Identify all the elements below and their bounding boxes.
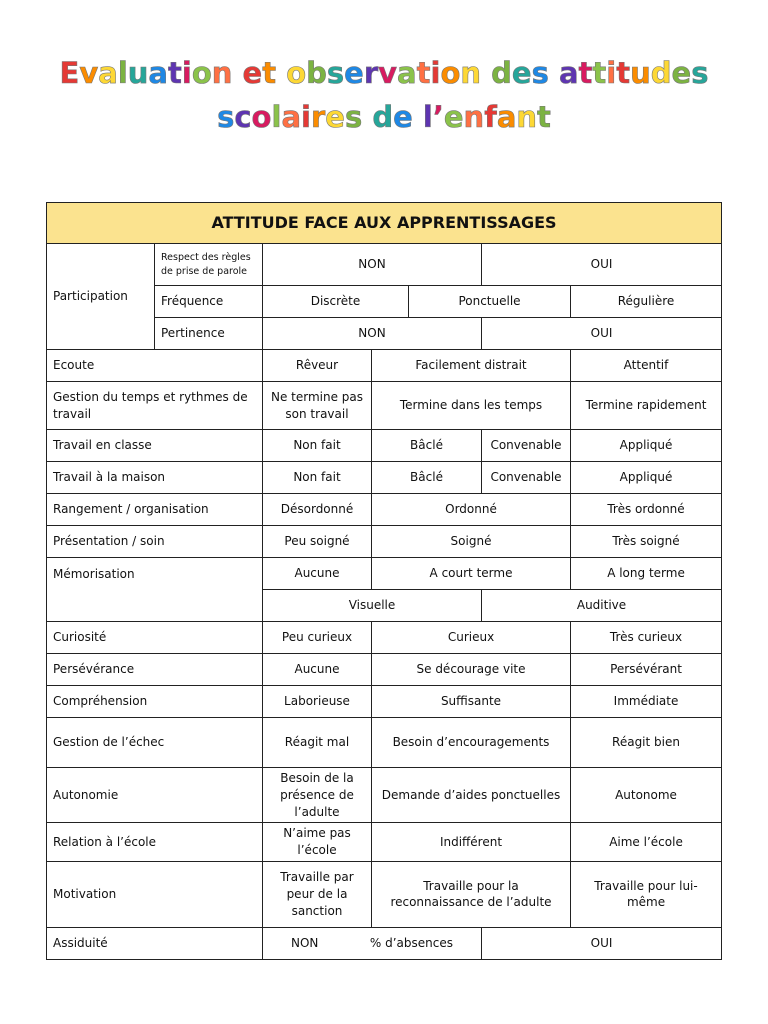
row-label-travail-classe: Travail en classe [47,430,263,462]
cell-memorisation-3[interactable]: A long terme [571,558,722,590]
title-letter: e [242,56,263,90]
cell-rangement-2[interactable]: Ordonné [372,494,571,526]
title-letter: l [422,100,433,134]
page-title-line-2 [0,100,768,134]
cell-comprehension-1[interactable]: Laborieuse [263,686,372,718]
title-letter: n [211,56,233,90]
assiduite-absences: % d’absences [369,936,453,951]
title-letter: i [430,56,441,90]
cell-curiosite-3[interactable]: Très curieux [571,622,722,654]
cell-presentation-1[interactable]: Peu soigné [263,526,372,558]
row-label-perseverance: Persévérance [47,654,263,686]
title-letter: n [463,100,485,134]
title-letter: a [397,56,417,90]
row-label-rangement: Rangement / organisation [47,494,263,526]
title-letter: c [234,100,252,134]
title-letter: t [537,100,551,134]
title-letter: r [310,100,326,134]
title-letter: a [496,100,517,134]
row-label-assiduite: Assiduité [47,927,263,959]
cell-relation-ecole-1[interactable]: N’aime pas l’école [263,823,372,862]
row-label-comprehension: Compréhension [47,686,263,718]
row-label-gestion-echec: Gestion de l’échec [47,718,263,768]
cell-relation-ecole-3[interactable]: Aime l’école [571,823,722,862]
cell-ecoute-3[interactable]: Attentif [571,350,722,382]
page-title-line-1 [0,56,768,90]
title-letter [481,56,491,90]
assiduite-non: NON [291,936,319,951]
cell-comprehension-3[interactable]: Immédiate [571,686,722,718]
cell-presentation-3[interactable]: Très soigné [571,526,722,558]
title-letter: a [148,56,168,90]
cell-travail-classe-1[interactable]: Non fait [263,430,372,462]
cell-curiosite-1[interactable]: Peu curieux [263,622,372,654]
sublabel-frequence: Fréquence [155,286,263,318]
cell-gestion-temps-3[interactable]: Termine rapidement [571,382,722,430]
row-label-autonomie: Autonomie [47,768,263,823]
cell-frequence-discrete[interactable]: Discrète [263,286,409,318]
cell-memorisation-1[interactable]: Aucune [263,558,372,590]
title-letter: a [281,100,302,134]
title-letter: o [440,56,461,90]
cell-travail-maison-4[interactable]: Appliqué [571,462,722,494]
cell-perseverance-3[interactable]: Persévérant [571,654,722,686]
cell-memorisation-2[interactable]: A court terme [372,558,571,590]
cell-gestion-echec-1[interactable]: Réagit mal [263,718,372,768]
title-letter: t [262,56,277,90]
cell-travail-maison-2[interactable]: Bâclé [372,462,482,494]
title-letter [276,56,286,90]
cell-pertinence-oui[interactable]: OUI [482,318,722,350]
cell-autonomie-1[interactable]: Besoin de la présence de l’adulte [263,768,372,823]
row-label-curiosite: Curiosité [47,622,263,654]
cell-presentation-2[interactable]: Soigné [372,526,571,558]
cell-ecoute-2[interactable]: Facilement distrait [372,350,571,382]
cell-gestion-echec-2[interactable]: Besoin d’encouragements [372,718,571,768]
title-letter: o [251,100,272,134]
title-letter: r [363,56,379,90]
cell-motivation-3[interactable]: Travaille pour lui-même [571,861,722,927]
title-letter: f [484,100,497,134]
title-letter: i [301,100,311,134]
cell-memorisation-auditive[interactable]: Auditive [482,590,722,622]
title-letter: ’ [432,100,444,134]
title-letter: l [117,56,128,90]
title-letter [549,56,559,90]
sublabel-pertinence: Pertinence [155,318,263,350]
cell-curiosite-2[interactable]: Curieux [372,622,571,654]
title-letter: o [286,56,307,90]
title-letter: e [511,56,532,90]
cell-travail-classe-3[interactable]: Convenable [482,430,571,462]
row-label-participation: Participation [47,244,155,350]
cell-respect-oui[interactable]: OUI [482,244,722,286]
cell-pertinence-non[interactable]: NON [263,318,482,350]
cell-memorisation-visuelle[interactable]: Visuelle [263,590,482,622]
title-letter: e [393,100,413,134]
cell-respect-non[interactable]: NON [263,244,482,286]
title-letter: i [606,56,617,90]
row-label-travail-maison: Travail à la maison [47,462,263,494]
row-label-ecoute: Ecoute [47,350,263,382]
cell-comprehension-2[interactable]: Suffisante [372,686,571,718]
title-letter: b [306,56,327,90]
title-letter: E [59,56,80,90]
cell-ecoute-1[interactable]: Rêveur [263,350,372,382]
cell-motivation-2[interactable]: Travaille pour la reconnaissance de l’adulte [372,861,571,927]
title-letter: d [650,56,672,90]
title-letter: n [460,56,482,90]
title-letter: a [98,56,118,90]
title-letter: e [325,100,345,134]
cell-autonomie-3[interactable]: Autonome [571,768,722,823]
title-letter: t [578,56,593,90]
cell-perseverance-1[interactable]: Aucune [263,654,372,686]
row-label-presentation: Présentation / soin [47,526,263,558]
title-letter: t [592,56,607,90]
title-letter: s [217,100,235,134]
cell-autonomie-2[interactable]: Demande d’aides ponctuelles [372,768,571,823]
title-letter [362,100,372,134]
title-letter: o [191,56,212,90]
title-letter: t [616,56,631,90]
row-label-motivation: Motivation [47,861,263,927]
title-letter: s [344,100,363,134]
title-letter: s [691,56,709,90]
title-letter [413,100,423,134]
title-letter: s [326,56,345,90]
cell-motivation-1[interactable]: Travaille par peur de la sanction [263,861,372,927]
cell-perseverance-2[interactable]: Se décourage vite [372,654,571,686]
title-letter: i [181,56,192,90]
title-letter: t [168,56,182,90]
row-label-relation-ecole: Relation à l’école [47,823,263,862]
cell-rangement-3[interactable]: Très ordonné [571,494,722,526]
row-label-memorisation: Mémorisation [47,558,263,622]
cell-gestion-temps-1[interactable]: Ne termine pas son travail [263,382,372,430]
cell-frequence-reguliere[interactable]: Régulière [571,286,722,318]
title-letter: e [344,56,364,90]
title-letter [232,56,242,90]
title-letter: d [491,56,512,90]
cell-travail-classe-4[interactable]: Appliqué [571,430,722,462]
cell-rangement-1[interactable]: Désordonné [263,494,372,526]
table-header: ATTITUDE FACE AUX APPRENTISSAGES [47,203,722,244]
cell-assiduite-non-absences[interactable] [263,927,482,959]
title-letter: v [79,56,99,90]
title-letter: t [416,56,431,90]
title-letter: u [127,56,149,90]
title-letter: e [671,56,692,90]
sublabel-respect: Respect des règles de prise de parole [155,244,263,286]
title-letter: d [372,100,394,134]
title-letter: l [271,100,282,134]
attitudes-table [46,202,722,960]
cell-travail-maison-3[interactable]: Convenable [482,462,571,494]
cell-gestion-temps-2[interactable]: Termine dans les temps [372,382,571,430]
cell-gestion-echec-3[interactable]: Réagit bien [571,718,722,768]
cell-travail-maison-1[interactable]: Non fait [263,462,372,494]
title-letter: u [630,56,651,90]
title-letter: a [558,56,579,90]
title-letter: e [443,100,464,134]
cell-relation-ecole-2[interactable]: Indifférent [372,823,571,862]
cell-assiduite-oui[interactable]: OUI [482,927,722,959]
title-letter: s [531,56,549,90]
cell-frequence-ponctuelle[interactable]: Ponctuelle [409,286,571,318]
cell-travail-classe-2[interactable]: Bâclé [372,430,482,462]
row-label-gestion-temps: Gestion du temps et rythmes de travail [47,382,263,430]
title-letter: n [516,100,538,134]
title-letter: v [378,56,398,90]
